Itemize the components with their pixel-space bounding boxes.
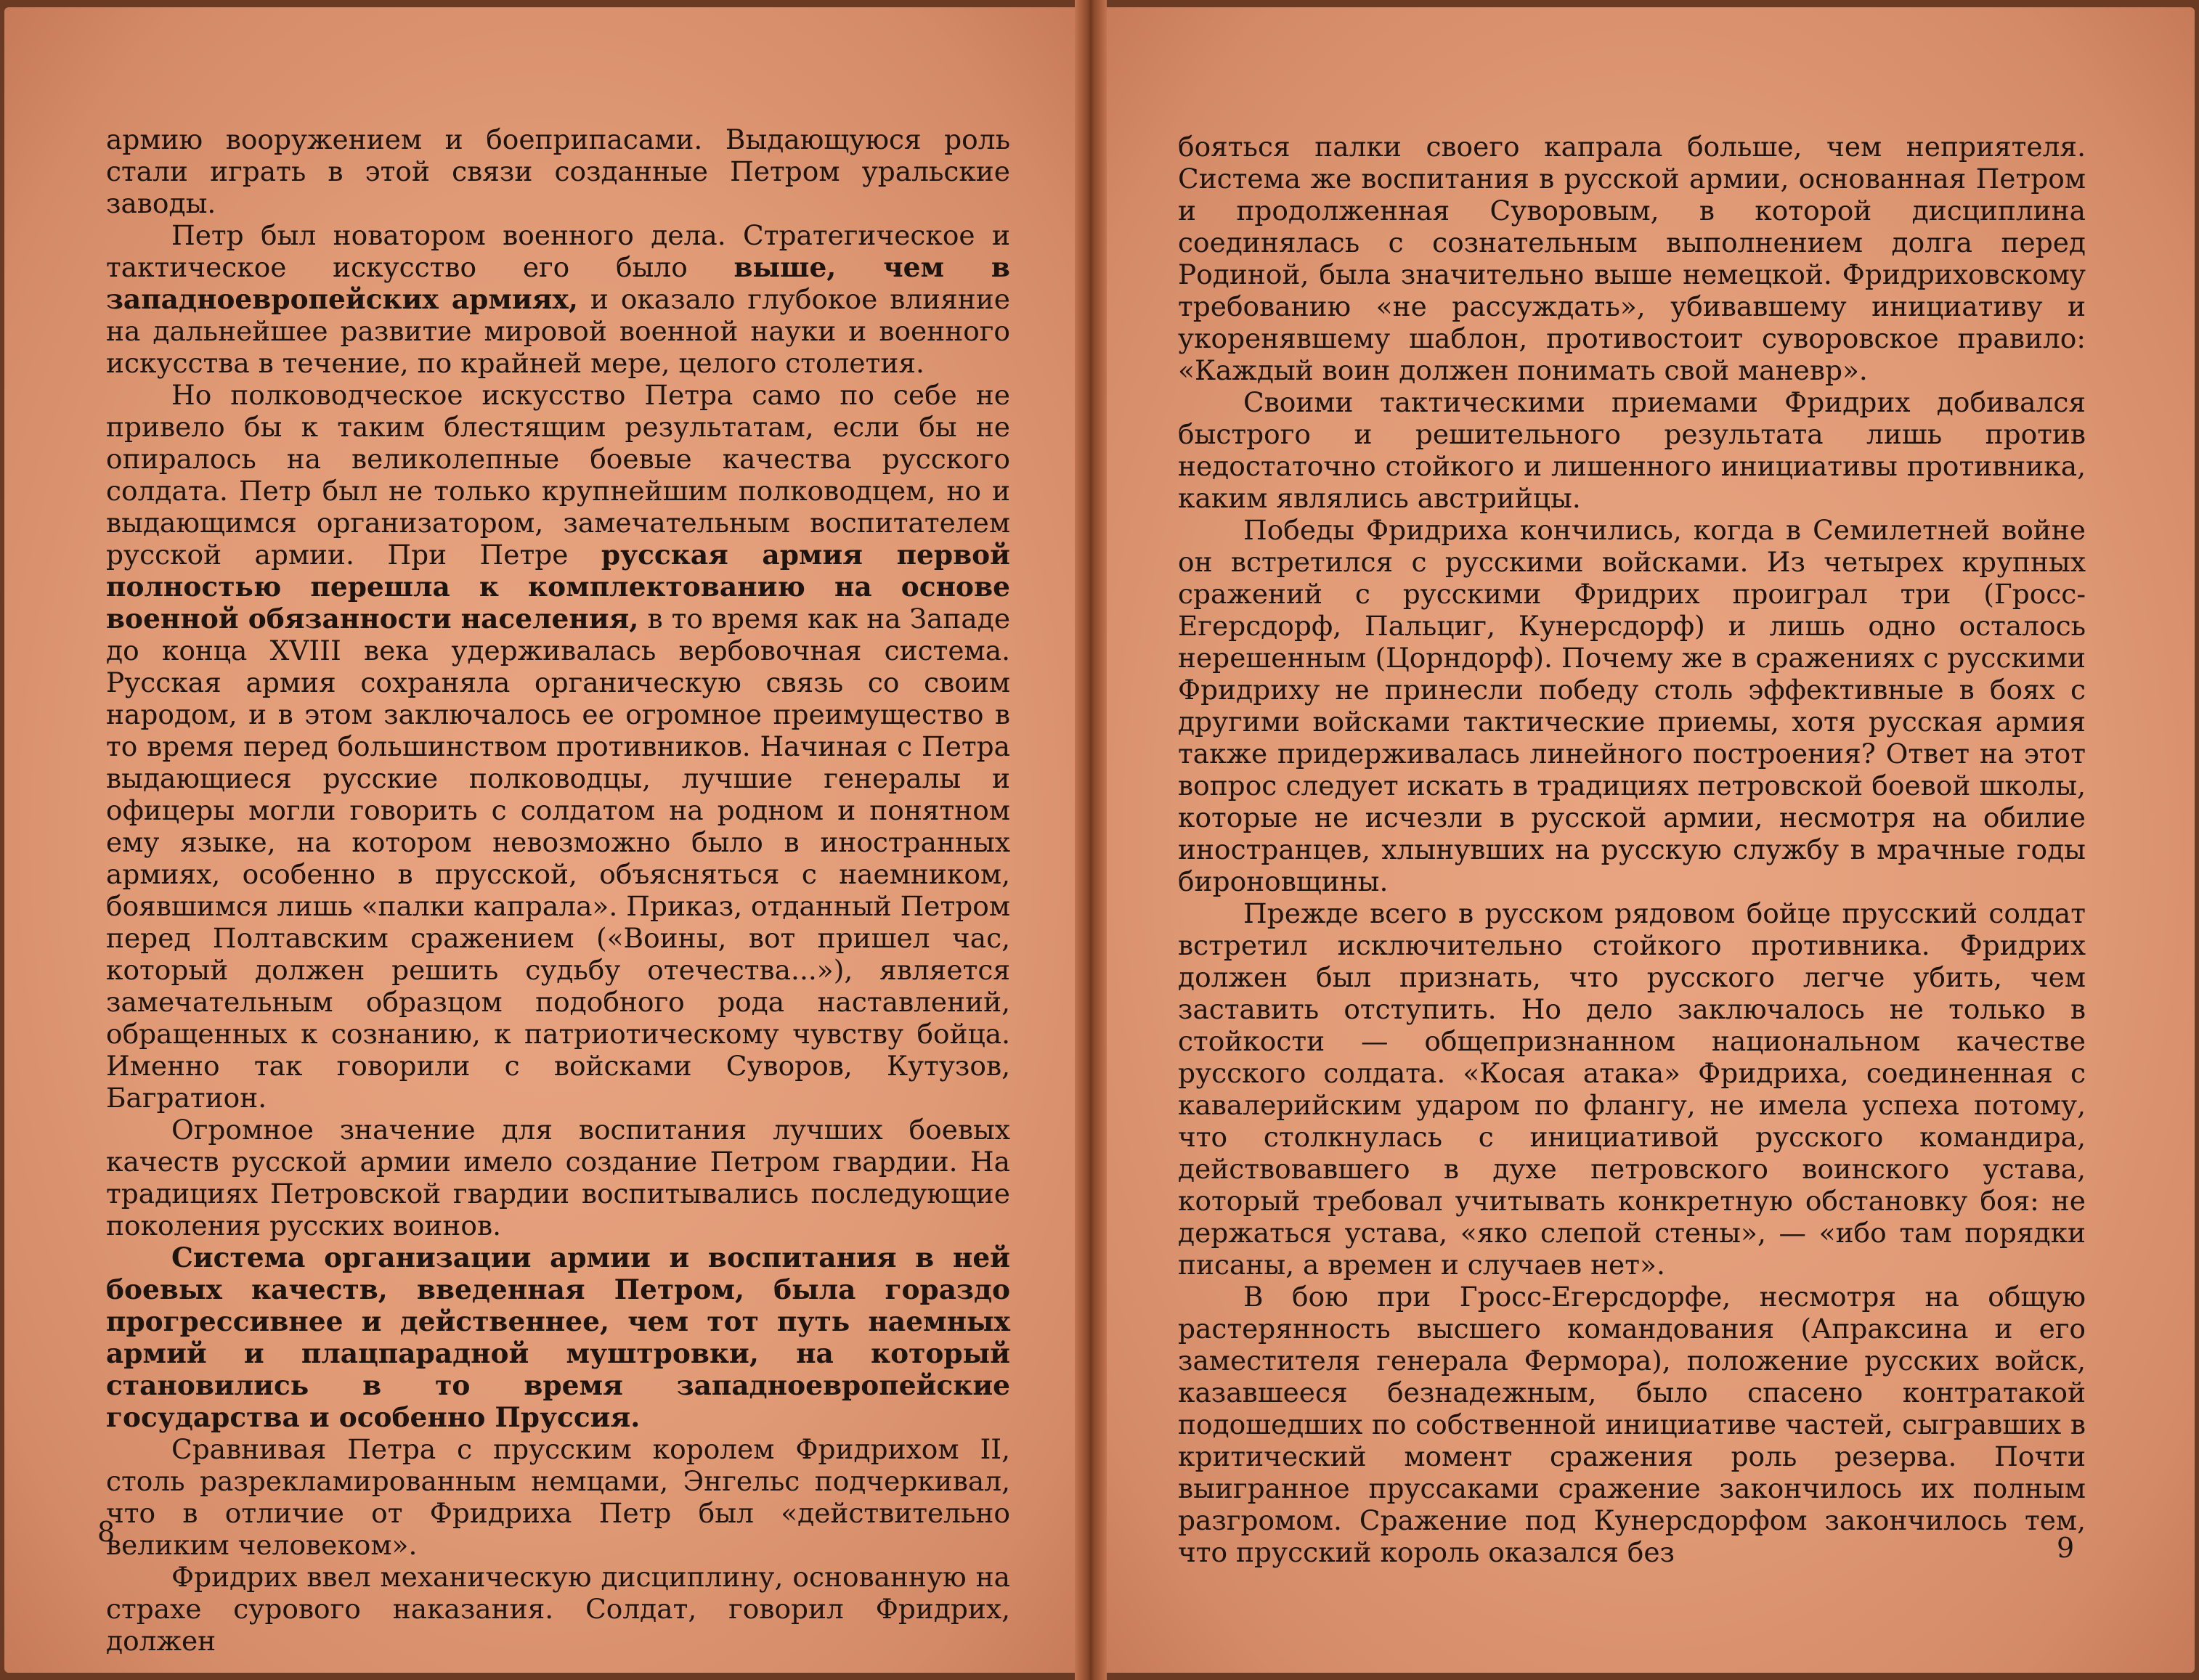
bold-text: русская армия первой полностью перешла к комплектованию на основе военной обязанности населения, xyxy=(106,539,1010,635)
text-run: Своими тактическими приемами Фридрих добивался быстрого и решительного результата лишь против недостаточно стойкого и лишенного инициативы противника, каким являлись австрийцы. xyxy=(1178,386,2086,514)
right-page-number: 9 xyxy=(2057,1532,2075,1564)
text-run: Фридрих ввел механическую дисциплину, основанную на страхе сурового наказания. Солдат, говорил Фридрих, должен xyxy=(106,1561,1010,1657)
text-run: Сравнивая Петра с прусским королем Фридрихом II, столь разрекламированным немцами, Энгельс подчеркивал, что в отличие от Фридриха Петр был «действительно великим человеком». xyxy=(106,1433,1010,1561)
paragraph xyxy=(1178,386,2086,514)
paragraph xyxy=(1178,897,2086,1281)
text-run: бояться палки своего капрала больше, чем неприятеля. Система же воспитания в русской армии, основанная Петром и продолженная Суворовым, в которой дисциплина соединялась с сознательным выполнением долга перед Родиной, была значительно выше немецкой. Фридриховскому требованию «не рассуждать», убивавшему инициативу и укоренявшему шаблон, противостоит суворовское правило: «Каждый воин должен понимать свой маневр». xyxy=(1178,131,2086,386)
paragraph xyxy=(1178,1281,2086,1568)
bold-text: Система организации армии и воспитания в ней боевых качеств, введенная Петром, была гораздо прогрессивнее и действеннее, чем тот путь наемных армий и плацпарадной муштровки, на который становились в то время западноевропейские государства и особенно Пруссия. xyxy=(106,1241,1010,1433)
paragraph xyxy=(1178,514,2086,897)
right-page xyxy=(1097,7,2195,1673)
left-page-text xyxy=(106,123,1010,1657)
left-page xyxy=(4,7,1085,1673)
text-run: Огромное значение для воспитания лучших боевых качеств русской армии имело создание Петром гвардии. На традициях Петровской гвардии воспитывались последующие поколения русских воинов. xyxy=(106,1114,1010,1241)
paragraph xyxy=(106,1114,1010,1241)
bold-text: выше, чем в западноевропейских армиях, xyxy=(106,251,1010,315)
paragraph xyxy=(106,219,1010,379)
text-run: Петр был новатором военного дела. Стратегическое и тактическое искусство его было xyxy=(106,219,1010,283)
text-run: и оказало глубокое влияние на дальнейшее развитие мировой военной науки и военного искусства в течение, по крайней мере, целого столетия. xyxy=(106,283,1010,379)
paragraph xyxy=(106,379,1010,1114)
text-run: Прежде всего в русском рядовом бойце прусский солдат встретил исключительно стойкого противника. Фридрих должен был признать, что русского легче убить, чем заставить отступить. Но дело заключалось не только в стойкости — общепризнанном национальном качестве русского солдата. «Косая атака» Фридриха, соединенная с кавалерийским ударом по флангу, не имела успеха потому, что столкнулась с инициативой русского командира, действовавшего в духе петровского воинского устава, который требовал учитывать конкретную обстановку боя: не держаться устава, «яко слепой стены», — «ибо там порядки писаны, а времен и случаев нет». xyxy=(1178,897,2086,1281)
text-run: В бою при Гросс-Егерсдорфе, несмотря на общую растерянность высшего командования (Апраксина и его заместителя генерала Фермора), положение русских войск, казавшееся безнадежным, было спасено контратакой подошедших по собственной инициативе частей, сыгравших в критический момент сражения роль резерва. Почти выигранное пруссаками сражение закончилось их полным разгромом. Сражение под Кунерсдорфом закончилось тем, что прусский король оказался без xyxy=(1178,1281,2086,1568)
text-run: Но полководческое искусство Петра само по себе не привело бы к таким блестящим результатам, если бы не опиралось на великолепные боевые качества русского солдата. Петр был не только крупнейшим полководцем, но и выдающимся организатором, замечательным воспитателем русской армии. При Петре xyxy=(106,379,1010,571)
text-run: армию вооружением и боеприпасами. Выдающуюся роль стали играть в этой связи созданные Петром уральские заводы. xyxy=(106,123,1010,219)
book-gutter xyxy=(1075,0,1107,1680)
paragraph xyxy=(106,123,1010,219)
paragraph xyxy=(106,1241,1010,1433)
left-page-number: 8 xyxy=(97,1516,115,1548)
paragraph xyxy=(1178,131,2086,386)
right-page-text xyxy=(1178,131,2086,1568)
text-run: в то время как на Западе до конца XVIII века удерживалась вербовочная система. Русская армия сохраняла органическую связь со своим народом, и в этом заключалось ее огромное преимущество в то время перед большинством противников. Начиная с Петра выдающиеся русские полководцы, лучшие генералы и офицеры могли говорить с солдатом на родном и понятном ему языке, на котором невозможно было в иностранных армиях, особенно в прусской, объясняться с наемником, боявшимся лишь «палки капрала». Приказ, отданный Петром перед Полтавским сражением («Воины, вот пришел час, который должен решить судьбу отечества...»), является замечательным образцом подобного рода наставлений, обращенных к сознанию, к патриотическому чувству бойца. Именно так говорили с войсками Суворов, Кутузов, Багратион. xyxy=(106,603,1011,1114)
paragraph xyxy=(106,1561,1010,1657)
paragraph xyxy=(106,1433,1010,1561)
text-run: Победы Фридриха кончились, когда в Семилетней войне он встретился с русскими войсками. Из четырех крупных сражений с русскими Фридрих проиграл три (Гросс-Егерсдорф, Пальциг, Кунерсдорф) и лишь одно осталось нерешенным (Цорндорф). Почему же в сражениях с русскими Фридриху не принесли победу столь эффективные в боях с другими войсками тактические приемы, хотя русская армия также придерживалась линейного построения? Ответ на этот вопрос следует искать в традициях петровской боевой школы, которые не исчезли в русской армии, несмотря на обилие иностранцев, хлынувших на русскую службу в мрачные годы бироновщины. xyxy=(1178,514,2086,897)
